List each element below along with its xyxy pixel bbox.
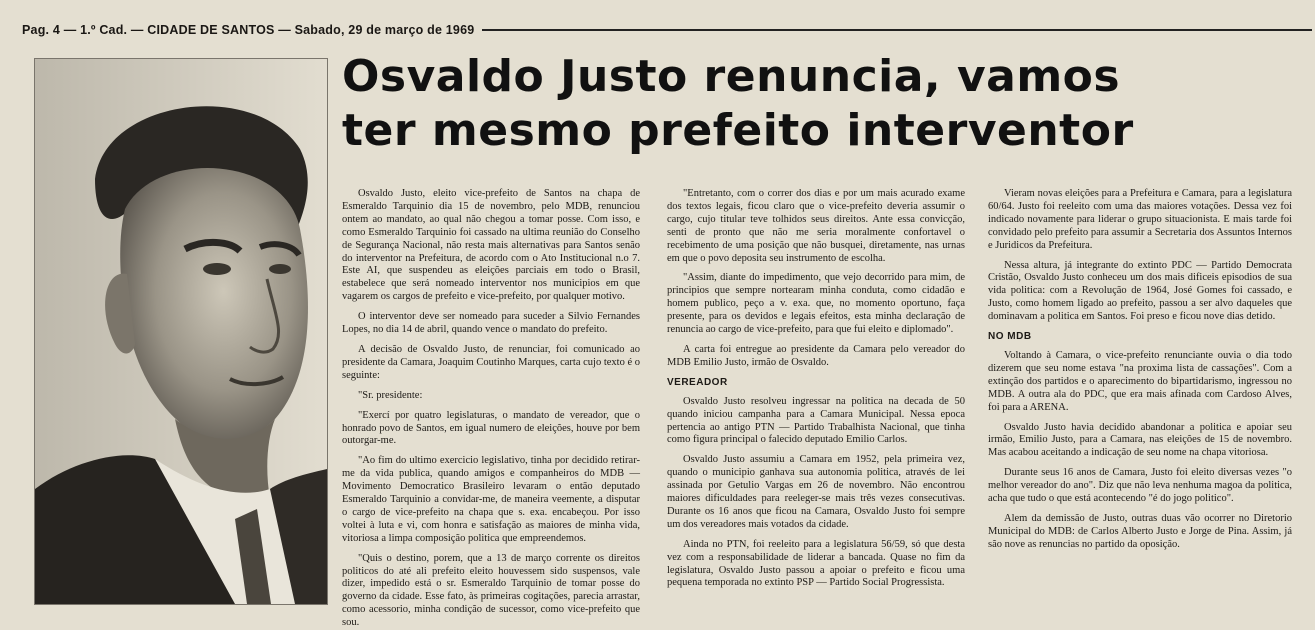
portrait-photo (34, 58, 328, 605)
article-column-3 (988, 188, 1292, 608)
article-paragraph: "Sr. presidente: (358, 389, 423, 401)
portrait-illustration (35, 59, 327, 604)
article-paragraph: O interventor deve ser nomeado para suceder a Silvio Fernandes Lopes, no dia 14 de abril, quando vence o mandato do prefeito. (342, 311, 640, 336)
article-paragraph: "Quis o destino, porem, que a 13 de março corrente os direitos politicos do até ali prefeito eleito houvessem sido suspensos, vale dizer, impedido está o sr. Esmeraldo Tarquinio de tomar posse do governo da cidade. Esse fato, às primeiras cogitações, parecia arrastar, como acessorio, minha condição de sucessor, como vice-prefeito que sou. (342, 552, 640, 629)
article-column-2 (667, 188, 965, 608)
section-subheading: VEREADOR (667, 376, 728, 388)
header-text: Pag. 4 — 1.º Cad. — CIDADE DE SANTOS — Sabado, 29 de março de 1969 (22, 23, 475, 37)
article-paragraph: Osvaldo Justo, eleito vice-prefeito de Santos na chapa de Esmeraldo Tarquinio dia 15 de novembro, pelo MDB, renunciou ontem ao mandato, ao qual não chegou a tomar posse. Com isso, e como Esmeraldo Tarquinio foi cassado na ultima reunião do Conselho de Segurança Nacional, não resta mais alternativas para Santos senão do interventor na Prefeitura, de acordo com o Ato Institucional n.o 7. Este AI, que suspendeu as eleições parciais em todo o Brasil, estabelece que será nomeado interventor nos municipios em que vagarem os cargos de prefeito e vice-prefeito, por qualquer motivo. (342, 188, 640, 303)
article-headline (342, 50, 1302, 158)
article-paragraph: Alem da demissão de Justo, outras duas vão ocorrer no Diretorio Municipal do MDB: de Carlos Alberto Justo e Jorge de Pina. Assim, já são nove as renuncias no partido da oposição. (988, 512, 1292, 550)
article-paragraph: Osvaldo Justo havia decidido abandonar a politica e apoiar seu irmão, Emilio Justo, para a Camara, nas eleições de 15 de novembro. Mas acabou aceitando a indicação de seu nome na chapa vitoriosa. (988, 421, 1292, 459)
article-paragraph: Osvaldo Justo resolveu ingressar na politica na decada de 50 quando iniciou campanha para a Camara Municipal. Nessa epoca pertencia ao antigo PTN — Partido Trabalhista Nacional, que tinha como figura principal o falecido deputado Emilio Carlos. (667, 395, 965, 446)
article-paragraph: Ainda no PTN, foi reeleito para a legislatura 56/59, só que desta vez com a responsabilidade de liderar a bancada. Quase no fim da legislatura, Osvaldo Justo passou a apoiar o prefeito e ficou uma pequena temporada no extinto PSP — Partido Social Progressista. (667, 538, 965, 589)
header-rule (482, 29, 1312, 31)
page-header (22, 20, 1312, 40)
section-subheading: NO MDB (988, 331, 1032, 343)
article-paragraph: "Assim, diante do impedimento, que vejo decorrido para mim, de principios que sempre nortearam minha conduta, como cidadão e homem publico, peço a v. exa. que, no momento oportuno, faça presente, para os devidos e legais efeitos, esta minha declaração de renuncia ao cargo de vice-prefeito, para que fui eleito e diplomado". (667, 272, 965, 336)
article-paragraph: Nessa altura, já integrante do extinto PDC — Partido Democrata Cristão, Osvaldo Justo conheceu um dos mais dificeis episodios de sua vida politica: com a Revolução de 1964, José Gomes foi cassado, e Justo, como homem ligado ao prefeito, passou a ser alvo daqueles que dominavam a politica em Santos. Foi preso e ficou nove dias detido. (988, 259, 1292, 323)
article-paragraph: Osvaldo Justo assumiu a Camara em 1952, pela primeira vez, quando o municipio ganhava sua autonomia politica, através de lei assinada por Getulio Vargas em 26 de novembro. Não encontrou maiores dificuldades para reeleger-se mais três vezes consecutivas. Durante os 16 anos que ficou na Camara, Osvaldo Justo foi sempre um dos vereadores mais votados da cidade. (667, 454, 965, 530)
article-paragraph: "Ao fim do ultimo exercicio legislativo, tinha por decidido retirar-me da vida publica, quando amigos e companheiros do MDB — Movimento Democratico Brasileiro levaram o então deputado Esmeraldo Tarquinio a convidar-me, de maneira veemente, a disputar o cargo de vice-prefeito na chapa que s. exa. encabeçou. Por isso voltei à luta e vi, com honra e satisfação as maiores de minha vida, vitoriosa a limpa composição politica que empreendemos. (342, 455, 640, 544)
article-paragraph: Vieram novas eleições para a Prefeitura e Camara, para a legislatura 60/64. Justo foi reeleito com uma das maiores votações. Dessa vez foi indicado novamente para liderar o grupo situacionista. E mais tarde foi convidado pelo prefeito para assumir a Secretaria dos Assuntos Internos e Juridicos da Prefeitura. (988, 188, 1292, 251)
article-paragraph: "Entretanto, com o correr dos dias e por um mais acurado exame dos textos legais, ficou claro que o vice-prefeito deveria assumir o cargo, cujo titular teve tolhidos seus direitos. Ante essa convicção, senti de pronto que não me seria moralmente confortavel o recebimento de uma posição que não busquei, diretamente, nas urnas em que o povo deposita seu instrumento de escolha. (667, 188, 965, 264)
article-paragraph: Durante seus 16 anos de Camara, Justo foi eleito diversas vezes "o melhor vereador do ano". Diz que não leva nenhuma magoa da politica, acha que tudo o que está acontecendo "é do jogo politico". (988, 467, 1292, 505)
article-paragraph: A carta foi entregue ao presidente da Camara pelo vereador do MDB Emilio Justo, irmão de Osvaldo. (667, 343, 965, 368)
article-column-1 (342, 188, 640, 629)
article-paragraph: A decisão de Osvaldo Justo, de renunciar, foi comunicado ao presidente da Camara, Joaquim Coutinho Marques, carta cujo texto é o seguinte: (342, 343, 640, 381)
headline-line-2: ter mesmo prefeito interventor (342, 105, 1134, 156)
article-paragraph: "Exercí por quatro legislaturas, o mandato de vereador, que o honrado povo de Santos, em igual numero de eleições, houve por bem outorgar-me. (342, 409, 640, 447)
article-paragraph: Voltando à Camara, o vice-prefeito renunciante ouvia o dia todo dizerem que seu nome estava "na proxima lista de cassações". Com a extinção dos partidos e o aparecimento do bipartidarismo, ingressou no MDB. A outra ala do PDC, que era mais afinada com Cardoso Alves, foi para a ARENA. (988, 349, 1292, 413)
headline-line-1: Osvaldo Justo renuncia, vamos (342, 51, 1121, 102)
